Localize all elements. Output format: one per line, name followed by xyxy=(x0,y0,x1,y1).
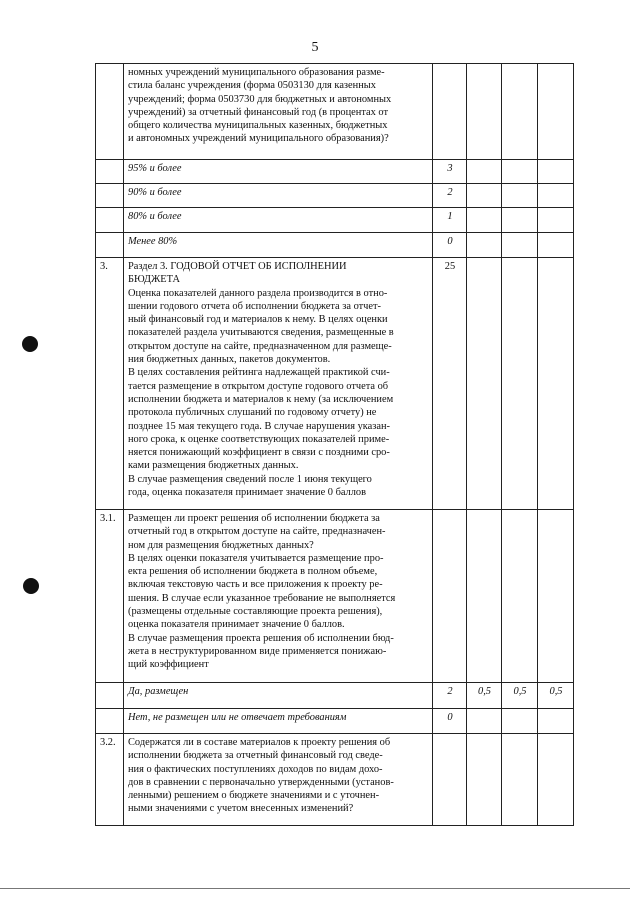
text-line: жета в неструктурированном виде применяется понижаю- xyxy=(128,645,387,657)
option-row xyxy=(96,208,574,233)
table-row xyxy=(96,64,574,160)
value-cell xyxy=(502,64,538,160)
option-text: Менее 80% xyxy=(124,233,433,258)
row-number: 3. xyxy=(96,258,124,510)
text-line: общего количества муниципальных казенных, бюджетных xyxy=(128,120,388,132)
value-cell xyxy=(467,734,502,826)
option-score: 0 xyxy=(433,709,467,734)
value-cell xyxy=(467,510,502,683)
option-text: 90% и более xyxy=(124,184,433,208)
text-line: Содержатся ли в составе материалов к проекту решения об xyxy=(128,737,391,748)
text-line: оценка показателя принимает значение 0 баллов. xyxy=(128,619,345,631)
text-line: исполнении бюджета за отчетный финансовый год сведе- xyxy=(128,750,383,762)
text-line: стила баланс учреждения (форма 0503130 для казенных xyxy=(128,80,376,92)
value-cell xyxy=(538,64,574,160)
text-line: няется понижающий коэффициент в связи с поздними сро- xyxy=(128,447,390,459)
text-line: ного срока, к оценке соответствующих показателей приме- xyxy=(128,433,390,445)
text-line: года, оценка показателя принимает значение 0 баллов xyxy=(128,487,367,499)
value-cell xyxy=(538,734,574,826)
text-line: ния о фактических поступлениях доходов по видам дохо- xyxy=(128,763,383,775)
option-row xyxy=(96,184,574,208)
criterion-text xyxy=(124,64,433,160)
option-row xyxy=(96,160,574,184)
value-cell xyxy=(538,258,574,510)
text-line: В случае размещения проекта решения об исполнении бюд- xyxy=(128,632,394,644)
option-score: 3 xyxy=(433,160,467,184)
page-number: 5 xyxy=(311,40,319,55)
text-line: шении годового отчета об исполнении бюджета за отчет- xyxy=(128,300,382,312)
value-cell xyxy=(502,510,538,683)
option-score: 1 xyxy=(433,208,467,233)
section-title-line: БЮДЖЕТА xyxy=(128,274,180,286)
option-score: 2 xyxy=(433,683,467,709)
text-line: протокола публичных слушаний по годовому отчету) не xyxy=(128,407,377,419)
text-line: Оценка показателей данного раздела производится в отно- xyxy=(128,287,388,299)
text-line: Размещен ли проект решения об исполнении бюджета за xyxy=(128,513,380,524)
punch-hole-mark xyxy=(22,336,38,352)
text-line: щий коэффициент xyxy=(128,659,209,671)
scan-edge-line xyxy=(0,888,630,889)
rating-criteria-table xyxy=(95,63,574,826)
text-line: тается размещение в открытом доступе годового отчета об xyxy=(128,380,389,392)
option-row xyxy=(96,709,574,734)
value-cell xyxy=(502,258,538,510)
text-line: ленными) решением о бюджете значениями и с уточнен- xyxy=(128,790,380,802)
text-line: ными значениями с учетом внесенных изменений? xyxy=(128,803,354,815)
text-line: В случае размещения сведений после 1 июня текущего xyxy=(128,473,372,485)
option-row xyxy=(96,683,574,709)
option-score: 0 xyxy=(433,233,467,258)
coefficient-cell: 0,5 xyxy=(538,683,574,709)
text-line: дов в сравнении с первоначально утвержденными (установ- xyxy=(128,776,394,788)
text-line: учреждений) за отчетный финансовый год (в процентах от xyxy=(128,106,389,118)
row-number: 3.2. xyxy=(96,734,124,826)
text-line: отчетный год в открытом доступе на сайте, предназначен- xyxy=(128,526,386,538)
text-line: открытом доступе на сайте, предназначенном для размеще- xyxy=(128,340,392,352)
row-number: 3.1. xyxy=(96,510,124,683)
text-line: шения. В случае если указанное требование не выполняется xyxy=(128,592,396,604)
option-row xyxy=(96,233,574,258)
text-line: учреждений; форма 0503730 для бюджетных и автономных xyxy=(128,93,392,105)
criterion-text xyxy=(124,510,433,683)
max-score-cell xyxy=(433,734,467,826)
criterion-text xyxy=(124,258,433,510)
max-score-cell xyxy=(433,64,467,160)
text-line: позднее 15 мая текущего года. В случае нарушения указан- xyxy=(128,420,391,432)
option-text: Да, размещен xyxy=(124,683,433,709)
text-line: екта решения об исполнении бюджета в полном объеме, xyxy=(128,566,378,578)
value-cell xyxy=(467,64,502,160)
text-line: и автономных учреждений муниципального образования)? xyxy=(128,133,389,145)
option-text: 95% и более xyxy=(124,160,433,184)
table-row xyxy=(96,510,574,683)
text-line: номных учреждений муниципального образования разме- xyxy=(128,67,385,78)
coefficient-cell: 0,5 xyxy=(467,683,502,709)
max-score-cell xyxy=(433,510,467,683)
text-line: ном для размещения бюджетных данных? xyxy=(128,539,314,551)
text-line: ния бюджетных данных, пакетов документов. xyxy=(128,354,331,366)
punch-hole-mark xyxy=(23,578,39,594)
text-line: (размещены отдельные составляющие проекта решения), xyxy=(128,606,383,618)
text-line: исполнении бюджета и материалов к нему (за исключением xyxy=(128,393,394,405)
max-score-cell: 25 xyxy=(433,258,467,510)
text-line: ками размещения бюджетных данных. xyxy=(128,460,299,472)
criterion-text xyxy=(124,734,433,826)
option-text: Нет, не размещен или не отвечает требованиям xyxy=(124,709,433,734)
section-title-line: Раздел 3. ГОДОВОЙ ОТЧЕТ ОБ ИСПОЛНЕНИИ xyxy=(128,261,347,272)
text-line: ный финансовый год и материалов к нему. В целях оценки xyxy=(128,314,388,326)
text-line: В целях оценки показателя учитывается размещение про- xyxy=(128,552,384,564)
table-row xyxy=(96,734,574,826)
text-line: В целях составления рейтинга надлежащей практикой счи- xyxy=(128,367,390,379)
value-cell xyxy=(502,734,538,826)
option-text: 80% и более xyxy=(124,208,433,233)
section-row xyxy=(96,258,574,510)
coefficient-cell: 0,5 xyxy=(502,683,538,709)
value-cell xyxy=(538,510,574,683)
text-line: показателей раздела учитываются сведения, размещенные в xyxy=(128,327,394,339)
value-cell xyxy=(467,258,502,510)
text-line: включая текстовую часть и все приложения к проекту ре- xyxy=(128,579,383,591)
option-score: 2 xyxy=(433,184,467,208)
row-number xyxy=(96,64,124,160)
